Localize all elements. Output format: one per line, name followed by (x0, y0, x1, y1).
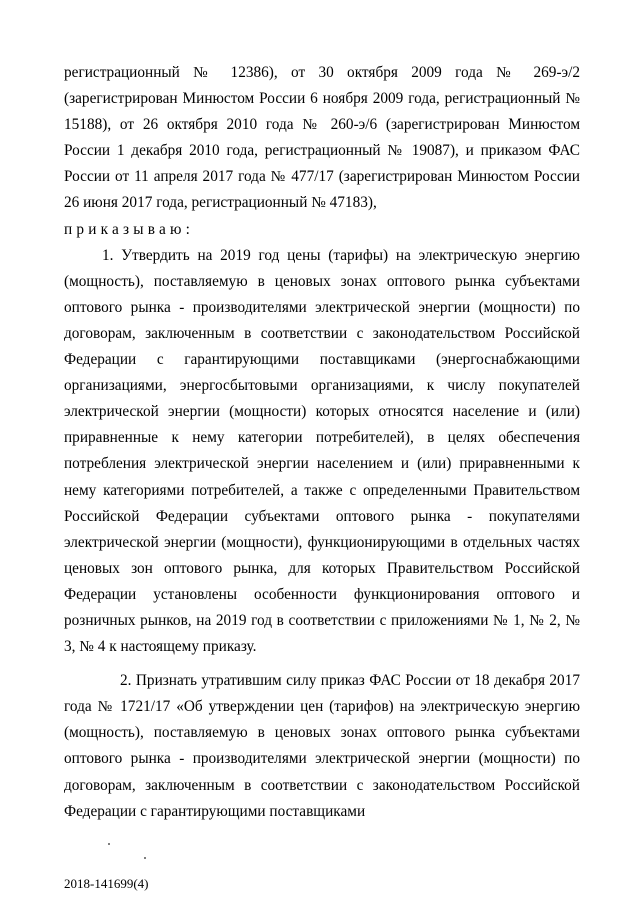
document-body (64, 60, 580, 825)
document-number: 2018-141699(4) (64, 876, 149, 891)
order-item-2: 2. Признать утратившим силу приказ ФАС России от 18 декабря 2017 года № 1721/17 «Об утверждении цен (тарифов) на электрическую энергию (мощность), поставляемую в ценовых зонах оптового рынка субъектами оптового рынка - производителями электрической энергии (мощности) по договорам, заключенным в соответствии с законодательством Российской Федерации с гарантирующими поставщиками (64, 672, 580, 820)
intro-paragraph: регистрационный № 12386), от 30 октября 2009 года № 269-э/2 (зарегистрирован Минюстом России 6 ноября 2009 года, регистрационный № 15188), от 26 октября 2010 года № 260-э/6 (зарегистрирован Минюстом России 1 декабря 2010 года, регистрационный № 19087), и приказом ФАС России от 11 апреля 2017 года № 477/17 (зарегистрирован Минюстом России 26 июня 2017 года, регистрационный № 47183), (64, 64, 580, 212)
scan-speck (108, 843, 110, 845)
scan-speck (144, 857, 146, 859)
order-item-1: 1. Утвердить на 2019 год цены (тарифы) на электрическую энергию (мощность), поставляемую в ценовых зонах оптового рынка субъектами оптового рынка - производителями электрической энергии (мощности) по договорам, заключенным в соответствии с законодательством Российской Федерации с гарантирующими поставщиками (энергоснабжающими организациями, энергосбытовыми организациями, к числу покупателей электрической энергии (мощности) которых относятся население и (или) приравненные к нему категории потребителей), в целях обеспечения потребления электрической энергии населением и (или) приравненными к нему категориями потребителей, а также с определенными Правительством Российской Федерации субъектами оптового рынка - покупателями электрической энергии (мощности), функционирующими в отдельных частях ценовых зон оптового рынка, для которых Правительством Российской Федерации установлены особенности функционирования оптового и розничных рынков, на 2019 год в соответствии с приложениями № 1, № 2, № 3, № 4 к настоящему приказу. (64, 246, 580, 656)
order-keyword: приказываю: (64, 220, 195, 238)
